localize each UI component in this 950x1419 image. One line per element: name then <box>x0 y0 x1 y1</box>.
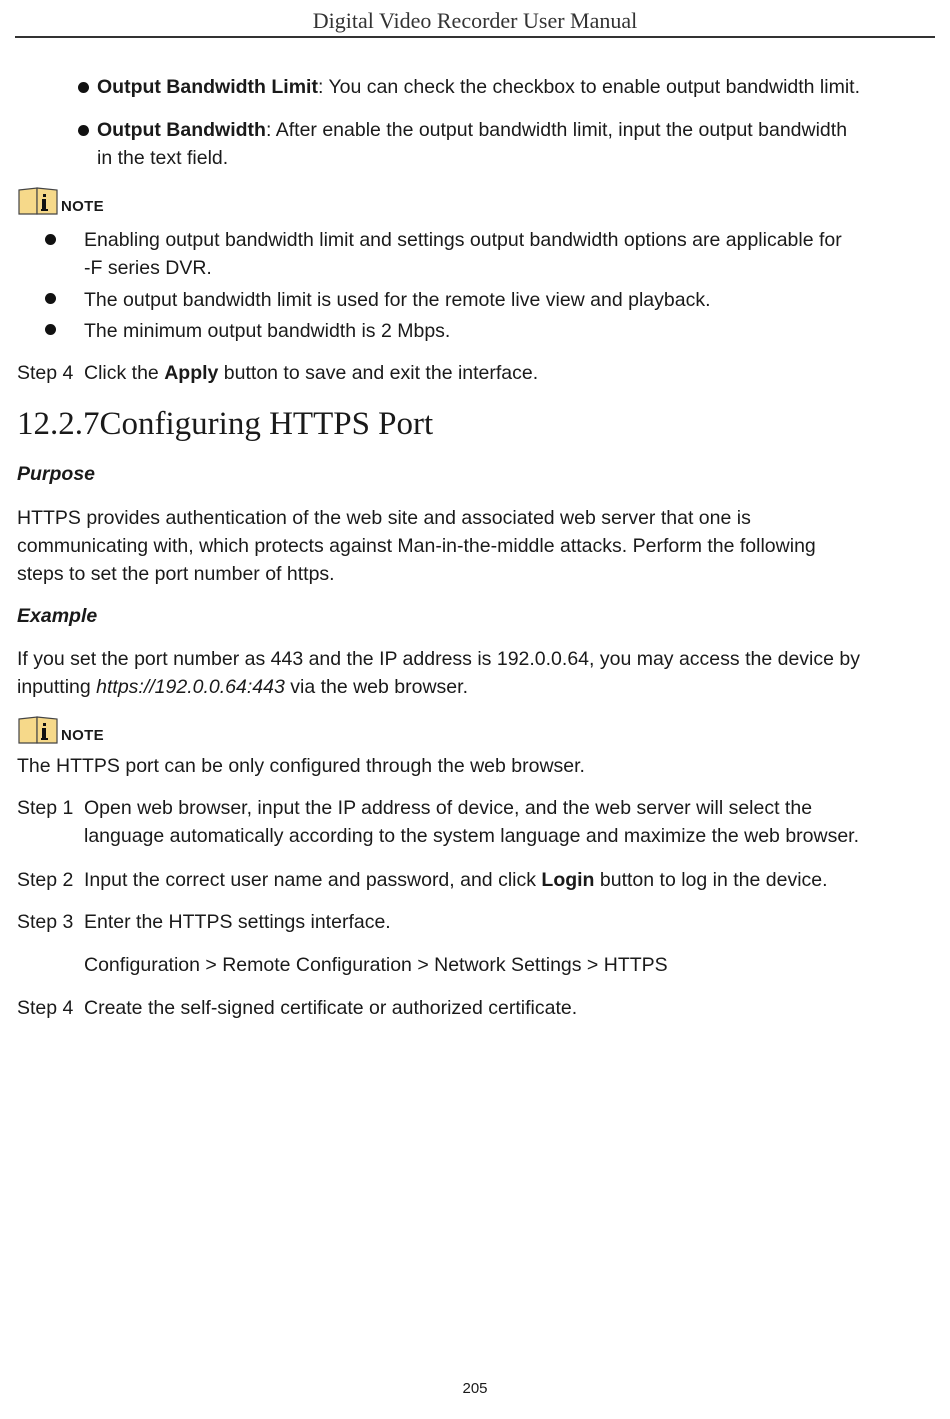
example-line <box>17 673 937 701</box>
step-label: Step 3 <box>17 911 74 933</box>
step-label: Step 1 <box>17 797 74 819</box>
bullet-dot <box>45 293 56 304</box>
example-url: https://192.0.0.64:443 <box>96 676 285 698</box>
note-label: NOTE <box>61 198 104 215</box>
example-heading: Example <box>17 605 98 627</box>
bullet-dot <box>45 234 56 245</box>
page-number: 205 <box>462 1380 488 1397</box>
bullet-text: in the text field. <box>97 147 229 169</box>
section-title-text: Configuring HTTPS Port <box>99 406 434 442</box>
note-item-text: The minimum output bandwidth is 2 Mbps. <box>84 320 451 342</box>
step-label: Step 2 <box>17 869 74 891</box>
note-item-text: -F series DVR. <box>84 257 212 279</box>
bullet-text: : You can check the checkbox to enable output bandwidth limit. <box>317 76 860 98</box>
bullet-dot <box>78 125 89 136</box>
header-rule <box>15 36 935 38</box>
bullet-term: Output Bandwidth <box>97 119 266 141</box>
note-item-text: Enabling output bandwidth limit and settings output bandwidth options are applicable for <box>84 229 842 251</box>
bullet-text: : After enable the output bandwidth limit, input the output bandwidth <box>265 119 848 141</box>
step-text: Enter the HTTPS settings interface. <box>84 911 391 933</box>
page-header: Digital Video Recorder User Manual <box>312 8 638 33</box>
purpose-line: HTTPS provides authentication of the web site and associated web server that one is <box>17 507 751 529</box>
step-line: language automatically according to the system language and maximize the web browser. <box>84 825 860 847</box>
example-line: If you set the port number as 443 and the IP address is 192.0.0.64, you may access the device by <box>17 648 860 670</box>
section-title <box>17 406 433 443</box>
menu-path: Configuration > Remote Configuration > Network Settings > HTTPS <box>84 954 668 976</box>
note-item-text: The output bandwidth limit is used for the remote live view and playback. <box>84 289 711 311</box>
step-label: Step 4 <box>17 362 74 384</box>
step-text <box>84 794 934 850</box>
purpose-heading: Purpose <box>17 463 96 485</box>
apply-button-ref: Apply <box>164 362 219 384</box>
login-button-ref: Login <box>541 869 595 891</box>
bullet-dot <box>45 324 56 335</box>
example-text: via the web browser. <box>284 676 468 698</box>
note-item <box>84 317 934 345</box>
note-book-icon <box>17 715 59 745</box>
step-label: Step 4 <box>17 997 74 1019</box>
bullet-output-bandwidth <box>97 116 937 172</box>
step-text: Create the self-signed certificate or authorized certificate. <box>84 997 578 1019</box>
purpose-paragraph <box>17 504 937 588</box>
step-line: Open web browser, input the IP address of device, and the web server will select the <box>84 797 813 819</box>
purpose-line: steps to set the port number of https. <box>17 563 335 585</box>
note-text: The HTTPS port can be only configured through the web browser. <box>17 755 585 777</box>
note-item <box>84 226 934 282</box>
step-text-part: button to log in the device. <box>594 869 828 891</box>
example-text: inputting <box>17 676 97 698</box>
purpose-line: communicating with, which protects against Man-in-the-middle attacks. Perform the following <box>17 535 816 557</box>
step-text-part: Input the correct user name and password, and click <box>84 869 542 891</box>
note-label: NOTE <box>61 727 104 744</box>
step-text-part: Click the <box>84 362 165 384</box>
bullet-term: Output Bandwidth Limit <box>97 76 318 98</box>
step-text <box>84 866 934 894</box>
bullet-output-bandwidth-limit <box>97 73 937 101</box>
example-paragraph <box>17 645 937 701</box>
note-item <box>84 286 934 314</box>
step-text <box>84 359 934 387</box>
section-number: 12.2.7 <box>17 406 100 442</box>
bullet-dot <box>78 82 89 93</box>
note-book-icon <box>17 186 59 216</box>
step-text-part: button to save and exit the interface. <box>218 362 539 384</box>
